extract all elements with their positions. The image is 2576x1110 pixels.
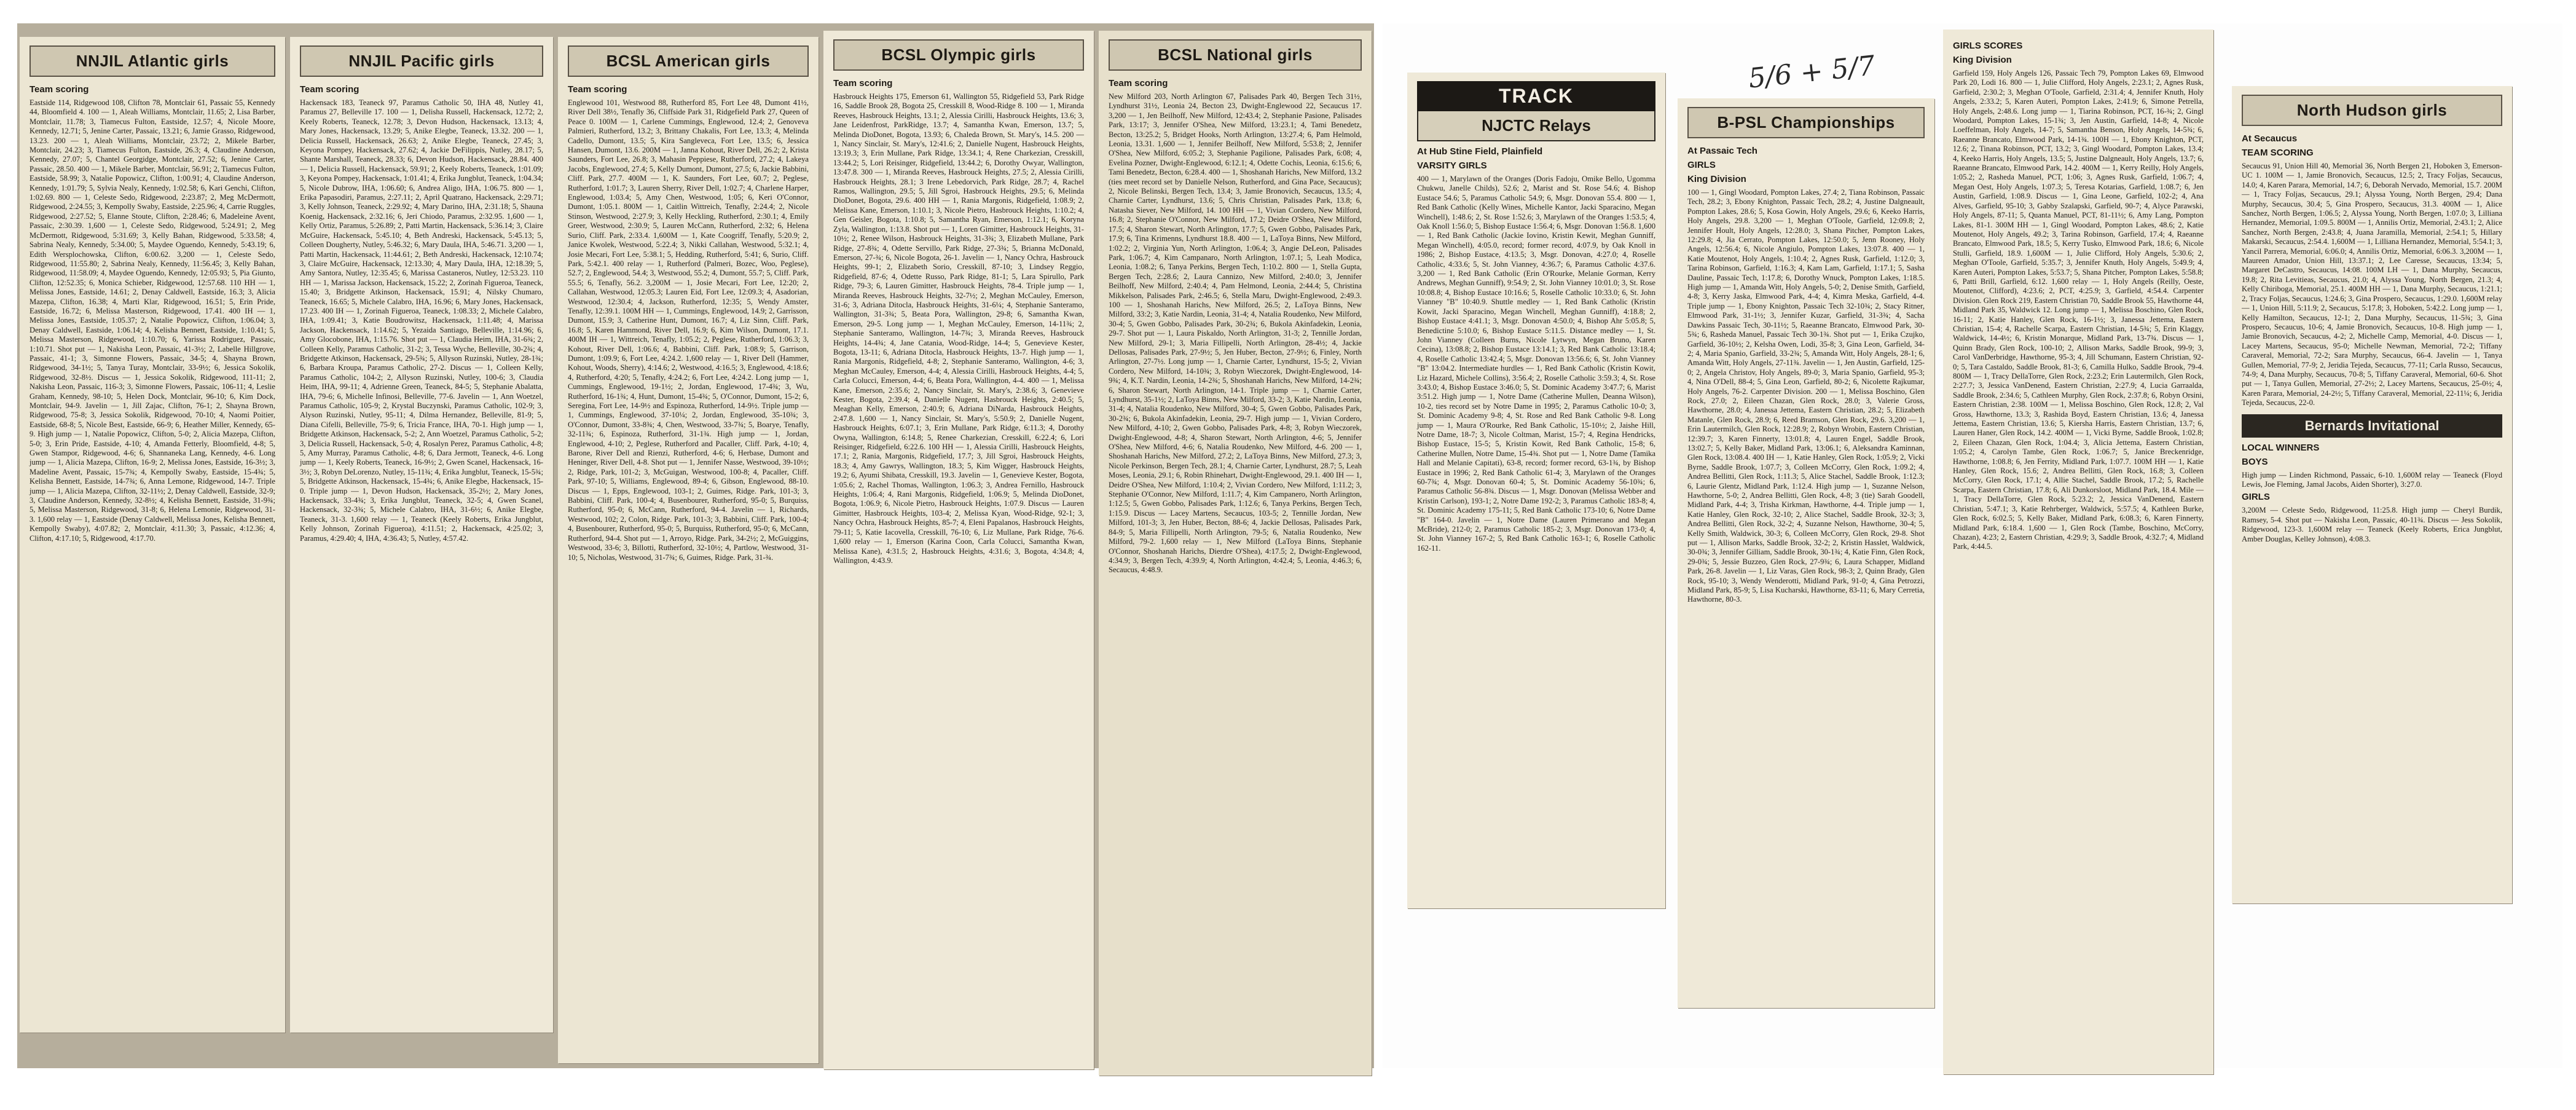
- results-text: 3,200M — Celeste Sedo, Ridgewood, 11:25.8. High jump — Cheryl Burdik, Ramsey, 5-4. Shot put — Nakisha Leon, Passaic, 40-11¾. Discus — Jess Sokolik, Ridgewood, 123-3. 1,600M relay — Teaneck (Keely Roberts, Erica Jungblut, Amber Douglas, Kelley Johnson), 4:08.3.: [2242, 506, 2502, 543]
- clipping-headline: BCSL American girls: [568, 45, 809, 77]
- team-scoring-label: Team scoring: [29, 84, 89, 95]
- clipping-bcsl-olympic: [823, 31, 1094, 1069]
- clipping-headline: B-PSL Championships: [1687, 107, 1925, 138]
- section-label: VARSITY GIRLS: [1417, 160, 1487, 171]
- meet-location: At Passaic Tech: [1687, 146, 1757, 156]
- clipping-nnjil-atlantic: [20, 37, 285, 1033]
- results-text: Secaucus 91, Union Hill 40, Memorial 36, North Bergen 21, Hoboken 3, Emerson-UC 1. 100M — 1, Jamie Bronovich, Secaucus, 12.5; 2, Tracy Foljas, Secaucus, 14.0; 4, Karen Parara, Memorial, 14.7; 6, Deborah Nervado, Memorial, 15.7. 200M — 1, Tracy Foljas, Secaucus, 29.1; Alyssa Young, North Bergen, 29.4; Dana Murphy, Secaucus, 30.4; 5, Gina Prospero, Secaucus, 31.3. 400M — 1, Alice Sanchez, North Bergen, 1:06.5; 2, Alyssa Young, North Bergen, 1:07.0; 3, Lilliana Hernandez, Memorial, 1:09.5. 800M — 1, Annilis Ortiz, Memorial, 2:43.1; 2, Alice Sanchez, North Bergen, 2:43.8; 4, Juana Jaramilla, Memorial, 2:54.1; 5, Hillary Makarski, Secaucus, 2:54.4. 1,600M — 1, Lilliana Hernandez, Memorial, 5:54.1; 3, Yancil Parrera, Memorial, 6:06.0; 4, Annilis Ortiz, Memorial, 6:06.3. 3,200M — 1, Maureen Amador, Union Hill, 13:37.1; 2, Lee Caresse, Secaucus, 13:34; 5, Margaret DeCastro, Secaucus, 14:08. 100M LH — 1, Dana Murphy, Secaucus, 19.8; 2, Rita Levitieas, Secaucus, 21.0; 4, Alyssa Young, North Bergen, 21.3; 4, Kelly Chiriboga, Memorial, 25.1. 400M HH — 1, Dana Murphy, Secaucus, 1:21.1; 2, Tracy Foljas, Secaucus, 1:24.6; 3, Gina Prospero, Secaucus, 1:29.0. 1,600M relay — 1, Union Hill, 5:11.9; 2, Secaucus, 5:17.8; 3, Hoboken, 5:42.2. Long jump — 1, Kelly Hamilton, Secaucus, 12-1; 2, Dana Murphy, Secaucus, 11-5¾; 3, Gina Prospero, Secaucus, 10-6; 4, Jamie Bronovich, Secaucus, 10-8. High jump — 1, Jamie Bronovich, Secaucus, 4-2; 2, Michelle Camp, Memorial, 4-0. Discus — 1, Lacey Martens, Secaucus, 95-0; Michelle Newman, Memorial, 72-2; Tiffany Caraveral, Memorial, 72-2; Sara Murphy, Secaucus, 66-4. Javelin — 1, Tanya Gullen, Memorial, 77-9; 2, Jeridia Tejeda, Secaucus, 77-11; Carla Russo, Secaucus, 74-9; 4, Dana Murphy, Secaucus, 70-8; 5, Tiffany Caraveral, Memorial, 60-6. Shot put — 1, Tanya Gullen, Memorial, 27-2½; 2, Lacey Martens, Secaucus, 25-0½; 4, Karen Parara, Memorial, 24-2½; 5, Tiffany Caraveral, Memorial, 22-11¼; 6, Jeridia Tejeda, Secaucus, 22-0.: [2242, 162, 2502, 407]
- section-label: LOCAL WINNERS: [2242, 442, 2320, 453]
- section-label: BOYS: [2242, 456, 2268, 467]
- team-scoring-label: TEAM SCORING: [2242, 148, 2314, 158]
- results-text: Garfield 159, Holy Angels 126, Passaic Tech 79, Pompton Lakes 69, Elmwood Park 20, Lodi 16. 800 — 1, Julie Clifford, Holy Angels, 2:23.1; 2, Agnes Rusk, Garfield, 2:30.2; 3, Meghan O'Toole, Garfield, 2:31.4; 4, Jennifer Knuth, Holy Angels, 2:33.2; 5, Karen Auteri, Pompton Lakes, 2:41.9; 6, Simone Petrella, Holy Angels, 2:48.6. Long jump — 1, Tiarina Robinson, PCT, 16-¾; 2, Gingl Woodard, Pompton Lakes, 15-1¾; 3, Jen Austin, Garfield, 14-8; 4, Nicole Loeffelman, Holy Angels, 14-7; 5, Samantha Benson, Holy Angels, 14-5¾; 6, Raeanne Brancato, Elmwood Park, 14-1¾. 100H — 1, Ebony Knighton, PCT, 12.6; 2, Tinana Robinson, PCT, 13.2; 3, Gingl Woodard, Pompton Lakes, 13.4; 4, Keeko Harris, Holy Angels, 13.5; 5, Justine Dalgneault, Holy Angels, 13.7; 6, Raeanne Brancato, Elmwood Park, 14.2. 400M — 1, Kerry Reilly, Holy Angels, 1:05.2; 2, Rasheda Manuel, PCT, 1:06; 3, Agnes Rusk, Garfield, 1:06.7; 4, Megan Oest, Holy Angels, 1:07.3; 5, Teresa Kotarias, Garfield, 1:08.7; 6, Jen Austin, Garfield, 1:08.9. Discus — 1, Gina Leone, Garfield, 102-2; 4, Ana Alves, Garfield, 95-10; 3, Gabby Szalapski, Garfield, 90-7; 4, Alyce Parawski, Holy Angels, 87-11; 5, Quanta Manuel, PCT, 81-11½; 6, Amy Lang, Pompton Lakes, 81-1. 300M HH — 1, Gingl Woodard, Pompton Lakes, 48.6; 2, Katie Moutenot, Holy Angels, 49.2; 3, Tarina Robinson, Garfield, 17.4; 4, Raeanne Brancato, Elmwood Park, 18.5; 5, Kerry Tusko, Elmwood Park, 18.6; 6, Nicole Stulli, Garfield, 18.9. 1,600M — 1, Julie Clifford, Holy Angels, 5:30.6; 2, Meghan O'Toole, Garfield, 5:35.7; 3, Jennifer Knuth, Holy Angels, 5:49.9; 4, Karen Auteri, Pompton Lakes, 5:53.7; 5, Shana Pitcher, Pompton Lakes, 5:58.8; 6, Patti Brill, Garfield, 6:12. 1,600 relay — 1, Holy Angels (Reilly, Oeste, Moutenot, Clifford), 4:23.6; 2, PCT, 4:25.9; 3, Garfield, 4:54.4. Carpenter Division. Glen Rock 219, Eastern Christian 70, Saddle Brook 55, Hawthorne 44, Midland Park 35, Waldwick 12. Long jump — 1, Melissa Boschino, Glen Rock, 16-11; 2, Katie Hanley, Glen Rock, 16-1½; 3, Janessa Jettema, Eastern Christian, 15-4; 4, Rachelle Scarpa, Eastern Christian, 14-5¾; 5, Erin Klaggy, Waldwick, 14-4½; 6, Kristin Monarque, Midland Park, 13-7¾. Discus — 1, Quinn Brady, Glen Rock, 100-10; 2, Allison Marks, Saddle Brook, 99-9; 3, Carol VanDerbridge, Hawthorne, 95-3; 4, Jill Schumann, Eastern Christian, 92-0; 5, Tara Castaldo, Saddle Brook, 81-3; 6, Camilla Hulko, Saddle Brook, 79-4. 800M — 1, Tracy DellaTorre, Glen Rock, 2:23.2; Erin Lautermilch, Glen Rock, 2:27.7; 3, Jessica VanDenend, Eastern Christian, 2:27.9; 4, Lucia Garraalda, Saddle Brook, 2:34.6; 5, Cathleen Murphy, Glen Rock, 2:37.8; 6, Robyn Orsini, Eastern Christian, 2:38. 100M — 1, Melissa Boschino, Glen Rock, 12.8; 2, Val Gross, Hawthorne, 13.3; 3, Rashida Boyd, Eastern Christian, 13.6; 4, Janessa Jettema, Eastern Christian, 13.6; 5, Kiersha Harris, Eastern Christian, 13.7; 6, Lauren Haner, Glen Rock, 14.2. 400M — 1, Vicki Byrne, Saddle Brook, 1:02.8; 2, Eileen Chazan, Glen Rock, 1:04.4; 3, Alicia Jettema, Eastern Christian, 1:05.2; 4, Carolyn Tambe, Glen Rock, 1:06.7; 5, Janice Breckenridge, Hawthorne, 1:08.8; 6, Jen Ferrity, Midland Park, 1:07.7. 100M HH — 1, Katie Hanley, Glen Rock, 15.6; 2, Andrea Bellitti, Glen Rock, 16.8; 3, Colleen McCorry, Glen Rock, 17.1; 4, Allie Stachel, Saddle Brook, 17.2; 5, Rachelle Scarpa, Eastern Christian, 17.8; 6, Ali Dunkorsloot, Midland Park, 18.4. Mile — 1, Tracy DellaTorre, Glen Rock, 5:23.2; 2, Jessica VanDenend, Eastern Christian, 5:47.1; 3, Katie Rehrberger, Waldwick, 5:57.5; 4, Kathleen Burke, Glen Rock, 6:02.5; 5, Kelly Baker, Midland Park, 6:08.3; 6, Karen Finnerty, Midland Park, 6:18.4. 1,600 — 1, Glen Rock (Tambe, Boschino, McCorry, Chazan), 4:23; 2, Eastern Christian, 4:29.9; 3, Saddle Brook, 4:32.7; 4, Midland Park, 4:44.5.: [1953, 69, 2204, 551]
- results-text: High jump — Linden Richmond, Passaic, 6-10. 1,600M relay — Teaneck (Floyd Lewis, Joe Fleming, Jamal Jacobs, Aiden Shorter), 3:27.0.: [2242, 470, 2502, 489]
- team-scoring-label: Team scoring: [300, 84, 359, 95]
- results-text: 400 — 1, Marylawn of the Oranges (Doris Fadoju, Omike Bello, Ugomma Chukwu, Janelle Childs), 52.6; 2, Marist and St. Rose 54.6; 4. Bishop Eustace 54.6; 5, Paramus Catholic 54.9; 6, Msgr. Donovan 55.4. 800 — 1, Red Bank Catholic (Kelly Wines, Michelle Kantor, Jacki Sparacino, Megan Winchell), 1:48.6; 2, St. Rose 1:52.6; 3, Marylawn of the Oranges 1:53.5; 4, Oak Knoll 1:56.0; 5, Bishop Eustace 1:56.4; 6, Msgr. Donovan 1:56.8. 1,600 — 1, Red Bank Catholic (Jackie Iovino, Kristin Kewit, Meghan Gunniff, Megan Winchell), 4:05.0, record; former record, 4:07.9, by Oak Knoll in 1986; 2, Bishop Eustace, 4:13.5; 3, Msgr. Donovan, 4:27.0; 4, Roselle Catholic, 4:33.6; 5, St. John Vianney, 4:36.7; 6, Paramus Catholic 4:37.6. 3,200 — 1, Red Bank Catholic (Erin O'Rourke, Melanie Gorman, Kerry Andrews, Meghan Gunniff), 9:54.9; 2, St. John Vianney 10:01.0; 3, St. Rose 10:08.8; 4, Bishop Eustace 10:16.6; 5, Roselle Catholic 10:33.0; 6, St. John Vianney "B" 10:40.9. Shuttle medley — 1, Red Bank Catholic (Kristin Kowit, Jacki Sparacino, Megan Winchell, Meghan Gunniff), 4:18.8; 2, Bishop Eustace 4:41.1; 3, Msgr. Donovan 4:50.0; 4, Bishop Ahr 5:05.8; 5, Benedictine 5:10.0; 6, Bishop Eustace 5:11.5. Distance medley — 1, St. John Vianney (Colleen Burns, Nicole Lytwyn, Megan Bruno, Karen Cecina), 13:08.8; 2, Bishop Eustace 13:14.1; 3, Red Bank Catholic 13:18.4; 4, Roselle Catholic 13:42.4; 5, Msgr. Donovan 13:56.6; 6, St. John Vianney "B" 13:04.2. Intermediate hurdles — 1, Red Bank Catholic (Kristin Kowit, Liz Hazard, Michele Collins), 3:56.4; 2, Roselle Catholic 3:59.3; 4, St. Rose 3:43.0; 4, Bishop Eustace 3:46.0; 5, St. Dominic Academy 3:47.7; 6, Marist 3:51.2. High jump — 1, Notre Dame (Catherine Mullen, Deanna Wilson), 10-2, ties record set by Notre Dame in 1995; 2, Paramus Catholic 10-0; 3, St. Dominic Academy 9-8; 4, St. Rose and Red Bank Catholic 9-8. Long jump — 1, Maura O'Rourke, Red Bank Catholic, 15-10½; 2, Jaishe Hill, Notre Dame, 18-7; 3, Nicole Coltman, Marist, 15-7; 4, Regina Hendricks, Bishop Eustace, 15-5; 5, Kristin Kowit, Red Bank Catholic, 15-8; 6, Catherine Mullen, Notre Dame, 15-4¾. Shot put — 1, Notre Dame (Tamika Hall and Melanie Capitati), 63-8, record; former record, 63-1¾, by Bishop Eustace in 1996; 2, Red Bank Catholic 61-4; 3, Marylawn of the Oranges 60-7¾; 4, Msgr. Donovan 60-4; 5, St. Dominic Academy 56-10¾; 6, Paramus Catholic 56-8¾. Discus — 1, Msgr. Donovan (Melissa Webber and Kristin Carlson), 193-1; 2, Notre Dame 192-2; 3, Paramus Catholic 183-8; 4, St. Dominic Academy 175-11; 5, Red Bank Catholic 173-10; 6, Notre Dame "B" 164-0. Javelin — 1, Notre Dame (Lauren Primerano and Megan McBride), 212-0; 2, Paramus Catholic 185-2; 3, Msgr. Donovan 173-0; 4, St. John Vianney 167-2; 5, Red Bank Catholic 163-1; 6, Roselle Catholic 162-11.: [1417, 175, 1655, 553]
- results-text: Hackensack 183, Teaneck 97, Paramus Catholic 50, IHA 48, Nutley 41, Paramus 27, Belleville 17. 100 — 1, Delisha Russell, Hackensack, 12.72; 2, Keely Roberts, Teaneck, 12.78; 3, Devon Hudson, Hackensack, 13.13; 4, Mary Jones, Hackensack, 13.29; 5, Anike Elegbe, Teaneck, 13.32. 200 — 1, Delicia Russell, Hackensack, 26.63; 2, Anike Elegbe, Teaneck, 27.45; 3, Keyona Pompey, Hackensack, 27.62; 4, Jackie DeFilippis, Nutley, 28.17; 5, Shante Marshall, Teaneck, 28.33; 6, Devon Hudson, Hackensack, 28.84. 400 — 1, Delicia Russell, Hackensack, 59.91; 2, Keely Roberts, Teaneck, 1:01.09; 3, Keyona Pompey, Hackensack, 1:01.41; 4, Erika Jungblut, Teaneck, 1:04.34; 5, Nicole Dubrow, IHA, 1:06.60; 6, Andrea Aligo, IHA, 1:06.75. 800 — 1, Erika Papasodiri, Paramus, 2:27.11; 2, April Quatrano, Hackensack, 2:29.71; 3, Kelly Johnson, Teaneck, 2:29.92; 4, Mary Darino, IHA, 2:31.18; 5, Shauna Koenig, Hackensack, 2:32.16; 6, Jeri Chiodo, Paramus, 2:32.95. 1,600 — 1, Kelly Ortiz, Paramus, 5:26.89; 2, Patti Martin, Hackensack, 5:36.14; 3, Claire McGuire, Hackensack, 5:45.10; 4, Beth Andreski, Hackensack, 5:45.13; 5, Colleen Dougherty, Nutley, 5:46.32; 6, Mary Daula, IHA, 5:46.71. 3,200 — 1, Patti Martin, Hackensack, 11:44.61; 2, Beth Andreski, Hackensack, 12:10.74; 3, Claire McGuire, Hackensack, 12:13.30; 4, Mary Daula, IHA, 12:18.39; 5, Amy Santora, Nutley, 12:35.45; 6, Marissa Castaneros, Nutley, 12:53.23. 110 HH — 1, Marissa Jackson, Hackensack, 15.22; 2, Zorinah Figueroa, Teaneck, 15.40; 3, Bridgette Atkinson, Hackensack, 15.91; 4, Nilsky Chumaro, Teaneck, 16.65; 5, Michele Calabro, IHA, 16.96; 6, Mary Jones, Hackensack, 17.23. 400 IH — 1, Zorinah Figueroa, Teaneck, 1:08.33; 2, Michele Calabro, IHA, 1:09.41; 3, Katie Boudrowitsz, Hackensack, 1:11.48; 4, Marissa Jackson, Hackensack, 1:14.62; 5, Yezaida Santiago, Belleville, 1:14.96; 6, Amy Glocobone, IHA, 1:15.76. Shot put — 1, Claudia Heim, IHA, 31-6¾; 2, Colleen Kelly, Paramus Catholic, 31-2; 3, Tessa Wyche, Belleville, 30-2¾; 4, Bridgette Atkinson, Hackensack, 29-5¾; 5, Allyson Ruzinski, Nutley, 28-1¾; 6, Barbara Kroupa, Paramus Catholic, 27-2. Discus — 1, Colleen Kelly, Paramus Catholic, 104-2; 2, Allyson Ruzinski, Nutley, 100-6; 3, Claudia Heim, IHA, 99-11; 4, Adrienne Green, Teaneck, 84-5; 5, Stephanie Abalatta, IHA, 79-6; 6, Michelle Infinosi, Belleville, 77-6. Javelin — 1, Ann Woetzel, Paramus Catholic, 105-9; 2, Krystal Buczynski, Paramus Catholic, 102-9; 3, Alyson Ruzinski, Nutley, 95-11; 4, Dilma Hernandez, Belleville, 81-9; 5, Diana Cifelli, Belleville, 75-9; 6, Tricia France, IHA, 70-1. High jump — 1, Bridgette Atkinson, Hackensack, 5-2; 2, Ann Woetzel, Paramus Catholic, 5-2; 3, Delicia Russell, Hackensack, 5-0; 4, Rosalyn Perez, Paramus Catholic, 4-8; 5, Amy Murray, Paramus Catholic, 4-8; 6, Dara Jermott, Teaneck, 4-6. Long jump — 1, Keely Roberts, Teaneck, 16-9½; 2, Gwen Scanel, Hackensack, 16-3½; 3, Robyn DeLorenzo, Nutley, 15-11¾; 4, Erika Jungblut, Teaneck, 15-5¾; 5, Bridgette Atkinson, Hackensack, 15-4¾; 6, Anike Elegbe, Hackensack, 15-0. Triple jump — 1, Devon Hudson, Hackensack, 35-2½; 2, Mary Jones, Hackensack, 33-4¾; 3, Erika Jungblut, Teaneck, 32-5; 4, Gwen Scanel, Hackensack, 32-3¾; 5, Michele Calabro, IHA, 31-6½; 6, Anike Elegbe, Teaneck, 31-3. 1,600 relay — 1, Teaneck (Keely Roberts, Erika Jungblut, Kelly Johnson, Zorinah Figueroa), 4:11.51; 2, Hackensack, 4:25.02; 3, Paramus, 4:29.40; 4, IHA, 4:36.43; 5, Nutley, 4:57.42.: [300, 98, 543, 543]
- section-label: GIRLS: [2242, 492, 2270, 503]
- meet-location: At Hub Stine Field, Plainfield: [1417, 146, 1543, 157]
- clipping-bcsl-american: [558, 37, 819, 1063]
- division-label: King Division: [1953, 55, 2012, 65]
- division-label: King Division: [1687, 174, 1746, 184]
- results-text: Eastside 114, Ridgewood 108, Clifton 78, Montclair 61, Passaic 55, Kennedy 44, Bloomfield 4. 100 — 1, Aleah Williams, Montclair, 11.65; 2, Lisa Barber, Montclair, 11.78; 3, Tiamecus Fulton, Eastside, 12.57; 4, Nicole Moore, Kennedy, 12.71; 5, Jenine Carter, Passaic, 13.21; 6, Jamie Grasso, Ridgewood, 13.23. 200 — 1, Aleah Williams, Montclair, 23.72; 2, Mikele Barber, Montclair, 24.23; 3, Tiamecus Fulton, Eastside, 26.3; 4, Claudine Anderson, Kennedy, 27.07; 5, Chantel Georgidge, Montclair, 27.52; 6, Jenine Carter, Passaic, 28.50. 400 — 1, Mikele Barber, Montclair, 56.91; 2, Tiamecus Fulton, Eastside, 58.99; 3, Natalie Popowicz, Clifton, 1:00.91; 4, Claudine Anderson, Kennedy, 1:01.79; 5, Sylvia Nealy, Kennedy, 1:02.58; 6, Kari Genchi, Clifton, 1:02.69. 800 — 1, Celeste Sedo, Ridgewood, 2:23.87; 2, Meg McDermott, Ridgewood, 2:24.55; 3, Kempolly Swaby, Eastside, 2:25.96; 4, Carrie Ruggles, Ridgewood, 2:27.52; 5, Elanne Stoute, Clifton, 2:28.46; 6, Madeleine Avent, Passaic, 2:30.39. 1,600 — 1, Celeste Sedo, Ridgewood, 5:24.91; 2, Meg McDermott, Ridgewood, 5:31.69; 3, Kelly Bahan, Ridgewood, 5:33.58; 4, Sabrina Nealy, Kennedy, 5:34.00; 5, Maydee Oguendo, Kennedy, 5:43.19; 6, Edith Wersplochowska, Clifton, 6:00.62. 3,200 — 1, Celeste Sedo, Ridgewood, 11:55.80; 2, Sabrina Nealy, Kennedy, 11:56.45; 3, Kelly Bahan, Ridgewood, 11:58.09; 4, Maydee Oguendo, Kennedy, 12:05.93; 5, Pia Giunto, Clifton, 12:52.35; 6, Monica Schieber, Ridgewood, 12:57.68. 110 HH — 1, Melissa Jones, Eastside, 14.61; 2, Denay Caldwell, Eastside, 16.3; 3, Alicia Mazepa, Clifton, 16.38; 4, Marti Klar, Ridgewood, 16.51; 5, Erin Pride, Eastside, 16.72; 6, Melissa Masterson, Ridgewood, 17.41. 400 IH — 1, Melissa Jones, Eastside, 1:05.37; 2, Natalie Popowicz, Clifton, 1:06.04; 3, Denay Caldwell, Eastside, 1:06.14; 4, Kelisha Bennett, Eastside, 1:10.41; 5, Melissa Masterson, Ridgewood, 1:10.70; 6, Yarissa Rodriguez, Passaic, 1:10.71. Shot put — 1, Nakisha Leon, Passaic, 41-3½; 2, Labelle Hillgrove, Passaic, 41-1; 3, Simonne Flowers, Passaic, 34-5; 4, Shayna Brown, Ridgewood, 34-1½; 5, Tanya Turay, Montclair, 33-9½; 6, Jessica Sokolik, Ridgewood, 32-8½. Discus — 1, Jessica Sokolik, Ridgewood, 111-11; 2, Nakisha Leon, Passaic, 116-3; 3, Simonne Flowers, Passaic, 106-11; 4, Leslie Graham, Kennedy, 98-10; 5, Helen Dock, Montclair, 96-10; 6, Kim Dock, Montclair, 94-9. Javelin — 1, Jill Zajac, Clifton, 76-1; 2, Shayna Brown, Ridgewood, 75-8; 3, Jessica Sokolik, Ridgewood, 70-10; 4, Naomi Poitier, Eastside, 68-8; 5, Nicole Best, Eastside, 66-9; 6, Heather Miller, Kennedy, 65-9. High jump — 1, Natalie Popowicz, Clifton, 5-0; 2, Alicia Mazepa, Clifton, 5-0; 3, Erin Pride, Eastside, 4-10; 4, Amanda Fetterly, Bloomfield, 4-8; 5, Gwen Stampor, Ridgewood, 4-6; 6, Shannaneka Lang, Kennedy, 4-6. Long jump — 1, Alicia Mazepa, Clifton, 16-9; 2, Melissa Jones, Eastside, 16-3½; 3, Madeline Avent, Passaic, 15-7¾; 4, Kempolly Swaby, Eastside, 15-4¾; 5, Kelisha Bennett, Eastside, 14-7¾; 6, Anna Lemone, Ridgewood, 14-7. Triple jump — 1, Alicia Mazepa, Clifton, 32-11½; 2, Denay Caldwell, Eastside, 32-9; 3, Claudine Anderson, Kennedy, 32-8½; 4, Kelisha Bennett, Eastside, 31-9¾; 5, Melissa Masterson, Ridgewood, 31-8; 6, Helena Lemonie, Ridgewood, 31-3. 1,600 relay — 1, Eastside (Denay Caldwell, Melissa Jones, Kelisha Bennett, Kempolly Swaby), 4:07.82; 2, Montclair, 4:11.30; 3, Passaic, 4:12.36; 4, Clifton, 4:17.10; 5, Ridgewood, 4:17.70.: [29, 98, 275, 543]
- results-text: 100 — 1, Gingl Woodard, Pompton Lakes, 27.4; 2, Tiana Robinson, Passaic Tech, 28.2; 3, Ebony Knighton, Passaic Tech, 28.2; 4, Justine Dalgneault, Pompton Lakes, 28.6; 5, Kosa Gowin, Holy Angels, 29.6; 6, Keeko Harris, Holy Angels, 29.8. 3,200 — 1, Meghan O'Toole, Garfield, 12:09.8; 2, Jennifer Hoult, Holy Angels, 12:28.0; 3, Shana Pitcher, Pompton Lakes, 12:29.8; 4, Jia Cerrato, Pompton Lakes, 12:50.0; 5, Jenn Rooney, Holy Angels, 12:56.4; 6, Nicole Angiulo, Pompton Lakes, 13:07.8. 400 — 1, Katie Moutenot, Holy Angels, 1:10.4; 2, Agnes Rusk, Garfield, 1:12.0; 3, Tarina Robinson, Garfield, 1:16.3; 4, Kam Lam, Garfield, 1:17.1; 5, Sasha Dauline, Passaic Tech, 1:17.8; 6, Dorothy Wnuck, Pompton Lakes, 1:18.5. High jump — 1, Amanda Witt, Holy Angels, 5-0; 2, Denise Smith, Garfield, 4-8; 3, Kerry Jaska, Elmwood Park, 4-4; 4, Kimra Meska, Garfield, 4-4. Triple jump — 1, Ebony Knighton, Passaic Tech 32-10¾; 2, Stacy Ritner, Elmwood Park, 31-1½; 3, Jennifer Kuzar, Garfield, 31-3¾; 4, Sacha Dawkins Passaic Tech, 30-11½; 5, Raeanne Brancato, Elmwood Park, 30-5¾; 6, Rasheda Manuel, Passaic Tech 30-1¾. Shot put — 1, Erika Czujko, Garfield, 36-10½; 2, Kelsha Owen, Lodi, 35-8; 3, Gina Leon, Garfield, 34-2; 4, Maria Spanio, Garfield, 33-2¾; 5, Amanda Witt, Holy Angels, 28-1; 6, Amanda Witt, Holy Angels, 27-11¾. Javelin — 1, Jen Austin, Garfield, 125-0; 2, Angela Christov, Holy Angels, 89-0; 3, Maria Spanio, Garfield, 95-3; 4, Nina O'Dell, 88-4; 5, Gina Leon, Garfield, 80-2; 6, Nicolette Rajkumar, Holy Angels, 76-2. Carpenter Division. 200 — 1, Melissa Boschino, Glen Rock, 27.0; 2, Eileen Chazan, Glen Rock, 28.0; 3, Valerie Gross, Hawthorne, 28.0; 4, Janessa Jettema, Eastern Christian, 28.2; 5, Elizabeth Matanle, Glen Rock, 28.9; 6, Reed Bramson, Glen Rock, 29.6. 3,200 — 1, Erin Lautermilch, Glen Rock, 12:28.9; 2, Robyn Wrobin, Eastern Christian, 12:39.7; 3, Karen Finnerty, 13:01.8; 4, Lauren Engel, Saddle Brook, 13:02.7; 5, Kelly Baker, Midland Park, 13:06.1; 6, Aleksandra Kaminnan, Glen Rock, 13:08.4. 400 IH — 1, Katie Hanley, Glen Rock, 1:05.9; 2, Vicki Byrne, Saddle Brook, 1:07.7; 3, Colleen McCorry, Glen Rock, 1:09.2; 4, Andrea Bellitti, Glen Rock, 1:11.3; 5, Alice Stachel, Saddle Brook, 1:12.3; 6, Laurie Glentz, Midland Park, 1:12.4. High jump — 1, Suzanne Nelson, Hawthorne, 5-0; 2, Andrea Bellitti, Glen Rock, 4-8; 3 (tie) Sarah Goodell, Midland Park, 4-4; 3, Trisha Kirkman, Hawthorne, 4-4. Triple jump — 1, Katie Hanley, Glen Rock, 32-10; 2, Alice Stachel, Saddle Brook, 32-3; 3, Andrea Bellitti, Glen Rock, 32-2; 4, Suzanne Nelson, Hawthorne, 30-4; 5, Kelly Smith, Waldwick, 30-3; 6, Colleen McCorry, Glen Rock, 29-8. Shot put — 1, Allison Marks, Saddle Brook, 32-2; 2, Kristin Hasslet, Waldwick, 30-0¾; 3, Jennifer Gilliam, Saddle Brook, 30-1¾; 4, Katie Finn, Glen Rock, 29-0¾; 5, Jessie Buzzeo, Glen Rock, 27-9¾; 6, Laura Schapper, Midland Park, 26-8. Javelin — 1, Liz Varas, Glen Rock, 98-3; 2, Quinn Brady, Glen Rock, 95-10; 3, Wendy Wenderotti, Midland Park, 91-0; 4, Gina Petrozzi, Midland Park, 85-9; 5, Lisa Kucharski, Hawthorne, 83-11; 6, Mary Cerretia, Hawthorne, 80-3.: [1687, 188, 1925, 604]
- clipping-headline: NJCTC Relays: [1417, 111, 1655, 141]
- clipping-nnjil-pacific: [290, 37, 553, 1033]
- results-text: Hasbrouck Heights 175, Emerson 61, Wallington 55, Ridgefield 53, Park Ridge 16, Saddle Brook 28, Bogota 25, Cresskill 8, Wood-Ridge 8. 100 — 1, Miranda Reeves, Hasbrouck Heights, 13.1; 2, Alessia Cirilli, Hasbrouck Heights, 13.6; 3, Jane Leidenfrost, ParkRidge, 13.7; 4, Samantha Kwan, Emerson, 13.7; 5, Melinda DioDonet, Bogota, 13.93; 6, Chaleda Brown, St. Mary's, 14.5. 200 — 1, Nancy Sinclair, St. Mary's, 12:41.6; 2, Danielle Nugent, Hasbrouck Heights, 13:19.3; 3, Erin Mullane, Park Ridge, 13:34.1; 4, Rene Charkezian, Cresskill, 13:44.2; 5, Lori Reisinger, Ridgefield, 13:44.2; 6, Dorothy Owyar, Wallington, 13:47.8. 300 — 1, Miranda Reeves, Hasbrouck Heights, 27.5; 2, Alessia Cirilli, Hasbrouck Heights, 28.1; 3 Irene Lebedorvich, Park Ridge, 28.7; 4, Rachel Ramos, Wallington, 29.5; 5, Jill Sgroi, Hasbrouck Heights, 29.5; 6, Melinda DioDonet, Bogota, 29.6. 400 HH — 1, Rania Margonis, Ridgefield, 1:08.9; 2, Melissa Kane, Emerson, 1:10.1; 3, Nicole Pietro, Hasbrouck Heights, 1:10.2; 4, Gen Geisler, Bogota, 1:10.8; 5, Samantha Ryan, Emerson, 1:12.1; 6, Koryna Zyla, Wallington, 1:13.8. Shot put — 1, Loren Gimitter, Hasbrouck Heights, 31-10½; 2, Renee Wilson, Hasbrouck Heights, 31-3¾; 3, Elizabeth Mullane, Park Ridge, 27-8¾; 4, Odette Servillo, Park Ridge, 27-3¾; 5, Brianna McDonald, Emerson, 27-¾; 6, Nicole Bogota, 26-1. Javelin — 1, Nancy Ochra, Hasbrouck Heights, 99-1; 2, Elizabeth Sorio, Cresskill, 87-10; 3, Lindsey Reggio, Ridgefield, 87-6; 4, Odette Russo, Park Ridge, 81-1; 5, Lara Spirullo, Park Ridge, 79-3; 6, Lauren Gimitter, Hasbrouck Heights, 78-4. Triple jump — 1, Miranda Reeves, Hasbrouck Heights, 32-7½; 2, Meghan McCauley, Emerson, 31-6; 3, Adriana Ditocla, Hasbrouck Heights, 31-6¼; 4, Stephanie Santeramo, Wallington, 31-3¾; 5, Beata Pora, Wallington, 29-8; 6, Samantha Kwan, Emerson, 29-5. Long jump — 1, Meghan McCauley, Emerson, 14-11¾; 2, Stephanie Santeramo, Wallington, 14-7¾; 3, Miranda Reeves, Hasbrouck Heights, 14-4¾; 4, Jane Catania, Wood-Ridge, 14-4; 5, Genevieve Kester, Bogota, 13-11; 6, Adriana Ditocla, Hasbrouck Heights, 13-7. High jump — 1, Rania Margonis, Ridgefield, 4-8; 2, Stephanie Santeramo, Wallington, 4-6; 3, Meghan McCauley, Emerson, 4-4; 4, Alessia Cirilli, Hasbrouck Heights, 4-4; 5, Carla Colucci, Emerson, 4-4; 6, Beata Pora, Wallington, 4-4. 400 — 1, Melissa Kane, Emerson, 2:35.6; 2, Nancy Sinclair, St. Mary's, 2:38.6; 3, Genevieve Kester, Bogota, 2:39.4; 4, Danielle Nugent, Hasbrouck Heights, 2:40.5; 5, Meaghan Kelly, Emerson, 2:40.9; 6, Adriana DiNarda, Hasbrouck Heights, 2:47.8. 1,600 — 1, Nancy Sinclair, St. Mary's, 5:50.9; 2, Danielle Nugent, Hasbrouck Heights, 6:07.1; 3, Erin Mullane, Park Ridge, 6:11.3; 4, Dorothy Owyna, Wallington, 6:14.8; 5, Renee Charkezian, Cresskill, 6:22.4; 6, Lori Reisinger, Ridgefield, 6:22.6. 100 HH — 1, Alessia Cirilli, Hasbrouck Heights, 17.1; 2, Rania, Margonis, Ridgefield, 17.7; 3, Jill Sgroi, Hasbrouck Heights, 18.3; 4, Amy Gawrys, Wallington, 18.3; 5, Kim Wigger, Hasbrouck Heights, 19.2; 6, Ayumi Shibata, Cresskill, 19.3. Javelin — 1, Genevieve Kester, Bogota, 1:05.6; 2, Rachel Thomas, Wallington, 1:06.3; 3, Andrea Fernillo, Hasbrouck Heights, 1:06.4; 4, Rani Margonis, Ridgefield, 1:06.9; 5, Melinda DioDonet, Bogota, 1:06.9; 6, Nicole Pietro, Hasbrouck Heights, 1:07.9. Discus — Lauren Gimitter, Hasbrouck Heights, 103-4; 2, Melissa Kyan, Wood-Ridge, 92-1; 3, Nancy Ochra, Hasbrouck Heights, 85-7; 4, Eleni Papalanos, Hasbrouck Heights, 79-11; 5, Katie Iacovella, Cresskill, 76-10; 6, Liz Mullane, Park Ridge, 76-6. 1,600 relay — 1, Emerson (Karina Coon, Carla Colucci, Samantha Kwan, Melissa Kane), 4:31.5; 2, Hasbrouck Heights, 4:31.6; 3, Bogota, 4:34.8; 4, Wallington, 4:43.9.: [833, 92, 1084, 565]
- clipping-njctc-relays: [1407, 73, 1665, 908]
- clipping-north-hudson: [2232, 86, 2512, 903]
- clipping-girls-scores: [1943, 30, 2213, 1074]
- clipping-bpsl-championships: [1678, 98, 1934, 1008]
- clipping-headline: BCSL Olympic girls: [833, 39, 1084, 71]
- track-logo: TRACK: [1417, 81, 1655, 111]
- clipping-headline: BCSL National girls: [1109, 39, 1362, 71]
- clipping-headline: NNJIL Pacific girls: [300, 45, 543, 77]
- clipping-headline: NNJIL Atlantic girls: [29, 45, 275, 77]
- handwritten-date: 5/6 + 5/7: [1746, 50, 1877, 95]
- clipping-headline: Bernards Invitational: [2242, 414, 2502, 438]
- team-scoring-label: Team scoring: [1109, 78, 1168, 89]
- clipping-headline: North Hudson girls: [2242, 95, 2502, 126]
- team-scoring-label: Team scoring: [568, 84, 627, 95]
- results-text: New Milford 203, North Arlington 67, Palisades Park 40, Bergen Tech 31½, Lyndhurst 31½, Leonia 24, Becton 23, Dwight-Englewood 22, Secaucus 17. 3,200 — 1, Jen Beilhoff, New Milford, 12:43.4; 2, Stephanie Pasione, Palisades Park, 13:17; 3, Jennifer O'Shea, New Milford, 13:23.1; 4, Tami Benedetz, Becton, 13:25.2; 5, Bridget Hooks, North Arlington, 13:27.4; 6, Pam Helmold, Leonia, 13.31. 1,600 — 1, Jennifer Beilhoff, New Milford, 5:53.8; 2, Jennifer O'Shea, New Milford, 6:05.2; 3, Stephanie Pagilione, Palisades Park, 6:08; 4, Evelina Pozner, Dwight-Englewood, 6:12.1; 4, Odette Cochis, Leonia, 6:15.6; 6, Tami Benedetz, Becton, 6:28.4. 400 — 1, Shoshanah Harichs, New Milford, 13.2 (ties meet record set by Danielle Nelson, Rutherford, and Gina Pace, Secaucus); 2, Nicole Belinski, Bergen Tech, 13.4; 3, Jamie Bronovich, Secaucus, 13.5; 4, Charnie Carter, Lyndhurst, 13.6; 5, Chris Christian, Palisades Park, 13.8; 6, Natasha Siever, New Milford, 14. 100 HH — 1, Vivian Cordero, New Milford, 16.8; 2, Stephanie O'Connor, New Milford, 17.2; Deidre O'Shea, New Milford, 17.5; 4, Sharon Stewart, North Arlington, 17.7; 5, Gwen Gobbo, Palisades Park, 17.9; 6, Tina Krimenns, Lyndhurst 18.8. 400 — 1, LaToya Binns, New Milford, 1:02.2; 2, Virginia Yun, North Arlington, 1:06.4; 3, Angie DeLeon, Palisades Park, 1:06.7; 4, Kim Campanaro, North Arlington, 1:07.1; 5, Leah Modica, Leonia, 1:08.2; 6, Tanya Perkins, Bergen Tech, 1:10.2. 800 — 1, Stella Gupta, Bergen Tech, 2:28.6; 2, Laura Cannizo, New Milford, 2:40.0; 3, Jennifer Beilhoff, New Milford, 2:40.4; 4, Pam Helmond, Leonia, 2:44.4; 5, Christina Mikkelson, Palisades Park, 2:46.5; 6, Stella Maru, Dwight-Englewood, 2:49.3. 100 — 1, Shoshanah Harichs, New Milford, 26.5; 2, LaToya Binns, New Milford, 33:2; 3, Katie Nardin, Leonia, 31-4; 4, Natalia Roudenko, New Milford, 30-4; 5, Gwen Gobbo, Palisades Park, 30-2¾; 6, Bukola Akinfadekin, Leonia, 29-7. Shot put — 1, Laura Piskaldo, North Arlington, 31-3; 2, Tennille Jordan, New Milford, 29-1; 3, Maria Fillipelli, North Arlington, 28-4½; 4, Jackie Dellosas, Palisades Park, 27-9½; 5, Jen Huber, Becton, 27-9½; 6, Finley, North Arlington, 27-7½. Long jump — 1, Charnie Carter, Lyndhurst, 15-5; 2, Vivian Cordero, New Milford, 14-10¾; 3, Robyn Wieczorek, Dwight-Englewood, 14-9¾; 4, K.T. Nardin, Leonia, 14-2¾; 5, Shoshanah Harichs, New Milford, 14-2¾; 6, Sharon Stewart, North Arlington, 14-1. Triple jump — 1, Charnie Carter, Lyndhurst, 35-1½; 2, LaToya Binns, New Milford, 33-2; 3, Katie Nardin, Leonia, 31-4; 4, Natalia Roudenko, New Milford, 30-4; 5, Gwen Gobbo, Palisades Park, 30-2¾; 6, Bukola Akinfadekin, Leonia, 29-7. High jump — 1, Vivian Cordero, New Milford, 4-10; 2, Gwen Gobbo, Palisades Park, 4-8; 3, Robyn Wieczorek, Dwight-Englewood, 4-8; 4, Sharon Stewart, North Arlington, 4-6; 5, Jennifer O'Shea, New Milford, 4-6; 6, Natalia Roudenko, New Milford, 4-6. 200 — 1, Shoshanah Harichs, New Milford, 27.2; 2, LaToya Binns, New Milford, 27.3; 3, Nicole Perkinson, Bergen Tech, 28.1; 4, Charnie Carter, Lyndhurst, 28.7; 5, Leah Moses, Leonia, 29.1; 6, Robin Rhinehart, Dwight-Englewood, 29.1. 400 IH — 1, Deidre O'Shea, New Milford, 1:10.4; 2, Vivian Cordero, New Milford, 1:11.2; 3, Stephanie O'Connor, New Milford, 1:11.7; 4, Kim Campanero, North Arlington, 1:12.5; 5, Gwen Gobbo, Palisades Park, 1:12.6; 6, Tanya Perkins, Bergen Tech, 1:15.9. Discus — Lacey Martens, Secaucus, 103-5; 2, Tennille Jordan, New Milford, 101-3; 3, Jen Huber, Becton, 88-6; 4, Jackie Dellosas, Palisades Park, 84-9; 5, Maria Fillipelli, North Arlington, 79-5; 6, Natalia Roudenko, New Milford, 79-2. 1,600 relay — 1, New Milford (LaToya Binns, Stephanie O'Connor, Shoshanah Harichs, Dierdre O'Shea), 4:17.5; 2, Dwight-Englewood, 4:34.9; 3, Bergen Tech, 4:39.9; 4, North Arlington, 4:42.4; 5, Leonia, 4:46.3; 6, Secaucus, 4:48.9.: [1109, 92, 1362, 575]
- clipping-bcsl-national: [1099, 31, 1372, 1076]
- team-scoring-label: Team scoring: [833, 78, 893, 89]
- meet-location: At Secaucus: [2242, 133, 2298, 144]
- results-text: Englewood 101, Westwood 88, Rutherford 85, Fort Lee 48, Dumont 41½, River Dell 38½, Tenafly 36, Cliffside Park 31, Ridgefield Park 27, Queen of Peace 0. 100M — 1, Carlene Cummings, Englewood, 12.4; 2, Genoveva Palmieri, Rutherford, 13.2; 3, Brittany Chakalis, Fort Lee, 13.3; 4, Melinda Cadello, Dumont, 13.5; 5, Kira Sangleveca, Fort Lee, 13.5; 6, Jessica Hansen, Dumont, 13.6. 200M — 1, Janna Kohout, River Dell, 26.2; 2, Krista Saunders, Fort Lee, 26.8; 3, Mahasin Peppiese, Rutherford, 27.2; 4, Lakeya Jacobs, Englewood, 27.4; 5, Kelly Dumont, Dumont, 27.5; 6, Jackie Babbini, Cliff. Park, 27.7. 400M — 1, K. Saunders, Fort Lee, 60.7; 2, Peglese, Rutherford, 1:01.7; 3, Lauren Sherry, River Dell, 1:02.7; 4, Charlene Harper, Englewood, 1:03.4; 5, Amy Chen, Westwood, 1:05; 6, Keri O'Connor, Dumont, 1:05.1. 800M — 1, Caitlin Wittreich, Tenafly, 2:24.4; 2, Nicole Stinson, Westwood, 2:27.9; 3, Kelly Heckling, Rutherford, 2:30.1; 4, Emily Greer, Westwood, 2:30.9; 5, Lauren McCann, Rutherford, 2:32; 6, Helena Surio, Cliff. Park, 2:33.4. 1,600M — 1, Kate Coogriff, Tenafly, 5:20.9; 2, Janice Kwolek, Westwood, 5:22.4; 3, Nikki Callahan, Westwood, 5:32.1; 4, Josie Mecari, Fort Lee, 5:38.1; 5, Hedding, Rutherford, 5:41; 6, Surio, Cliff. Park, 5:42.1. 400 relay — 1, Rutherford (Palmeri, Bozec, Woo, Peglese), 52.7; 2, Englewood, 54.4; 3, Westwood, 55.2; 4, Dumont, 55.7; 5, Cliff. Park, 55.5; 6, Tenafly, 56.2. 3,200M — 1, Josie Mecari, Fort Lee, 12:20; 2, Callahan, Westwood, 12:05.3; Lauren Eid, Fort Lee, 12:09.3; 4, Asadorian, Westwood, 12:30.4; 4, Jackson, Rutherford, 12:35; 5, Wendy Amster, Tenafly, 12:39.1. 100M HH — 1, Cummings, Englewood, 14.9; 2, Garrisson, Dumont, 15.9; 3, Catherine Hunt, Dumont, 16.7; 4, Liz Sinn, Cliff. Park, 16.8; 5, Karen Hammond, River Dell, 16.9; 6, Kim Wilson, Dumont, 17.1. 400M IH — 1, Wittreich, Tenafly, 1:05.2; 2, Peglese, Rutherford, 1:06.3; 3, Kohout, River Dell, 1:06.6; 4, Babbini, Cliff. Park, 1:08.9; 5, Garrison, Dumont, 1:09.9; 6, Fort Lee, 4:24.2. 1,600 relay — 1, River Dell (Hammer, Kohout, Woods, Sherry), 4:14.6; 2, Westwood, 4:16.5; 3, Englewood, 4:18.6; 4, Rutherford, 4:20; 5, Tenafly, 4:24.2; 6, Fort Lee, 4:24.2. Long jump — 1, Cummings, Englewood, 19-1½; 2, Jordan, Englewood, 17-4¾; 3, Wu, Rutherford, 16-1¾; 4, Hunt, Dumont, 15-4¾; 5, O'Connor, Dumont, 15-2; 6, Seregina, Fort Lee, 14-9½ and Espinoza, Rutherford, 14-9½. Triple jump — 1, Cummings, Englewood, 37-10¼; 2, Jordan, Englewood, 35-10¾; 3, O'Connor, Dumont, 33-8¾; 4, Chen, Westwood, 33-7¾; 5, Boarye, Tenafly, 32-11¾; 6, Espinoza, Rutherford, 31-1¾. High jump — 1, Jordan, Englewood, 4-10; 2, Peglese, Rutherford and Pacaller, Cliff. Park, 4-10; 4, Barone, River Dell and Rienzi, Rutherford, 4-6; 6, Herbase, Dumont and Heninger, River Dell, 4-8. Shot put — 1, Jennifer Nasse, Westwood, 39-10½; 2, Ridge, Park, 101-2; 3, McGuigan, Westwood, 100-8; 4, Pacaller, Cliff. Park, 97-10; 5, Williams, Englewood, 89-4; 6, Gibson, Englewood, 88-10. Discus — 1, Epps, Englewood, 103-1; 2, Guimes, Ridge. Park, 101-3; 3, Babbini, Cliff. Park, 100-4; 4, Busenbourer, Rutherford, 95-0; 5, Burquiss, Rutherford, 95-0; 6, McCann, Rutherford, 94-4. Javelin — 1, Richards, Westwood, 102; 2, Colon, Ridge. Park, 101-3; 3, Babbini, Cliff. Park, 100-4; 4, Busenbourer, Rutherford, 95-0; 5, Burquiss, Rutherford, 95-0; 6, McCann, Rutherford, 94-4. Shot put — 1, Arroyo, Ridge. Park, 34-2½; 2, McGuiggins, Westwood, 33-6; 3, Billotti, Rutherford, 32-10½; 4, Partlow, Westwood, 31-10; 5, Nicholas, Westwood, 31-7¾; 6, Guimes, Ridge. Park, 31-¾.: [568, 98, 809, 562]
- gender-label: GIRLS: [1687, 160, 1716, 170]
- clipping-headline: GIRLS SCORES: [1953, 41, 2023, 51]
